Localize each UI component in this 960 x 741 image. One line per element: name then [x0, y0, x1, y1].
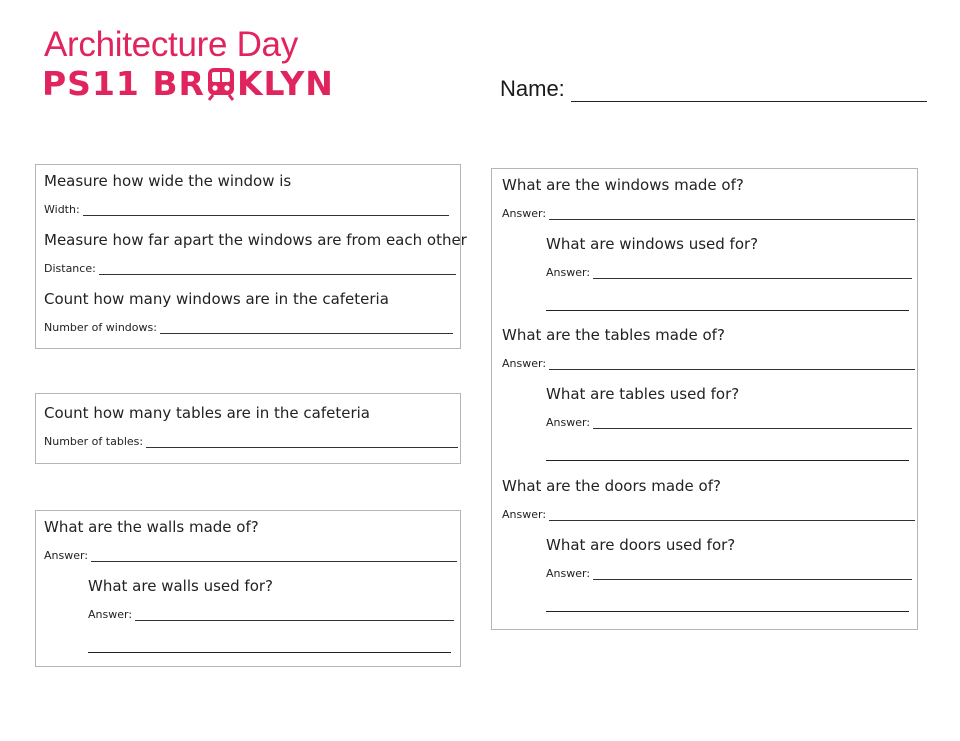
answer-line[interactable]	[91, 550, 457, 562]
table-count-box	[35, 393, 461, 464]
name-line[interactable]	[571, 77, 927, 102]
question-windows-material: What are the windows made of?	[502, 176, 744, 194]
question-window-count: Count how many windows are in the cafeteria	[44, 290, 389, 308]
answer-line[interactable]	[593, 568, 912, 580]
name-label: Name:	[500, 76, 565, 101]
answer-distance[interactable]	[44, 262, 456, 275]
school-name-prefix: PS11 BR	[42, 64, 205, 103]
extra-answer-line[interactable]	[546, 460, 909, 461]
school-logo	[42, 64, 334, 104]
answer-label: Answer:	[546, 416, 591, 429]
answer-line[interactable]	[593, 417, 912, 429]
extra-answer-line[interactable]	[546, 310, 909, 311]
question-tables-material: What are the tables made of?	[502, 326, 725, 344]
answer-window-count[interactable]	[44, 321, 453, 334]
answer-line[interactable]	[593, 267, 912, 279]
answer-label: Distance:	[44, 262, 96, 275]
school-name-suffix: KLYN	[236, 64, 334, 103]
subway-train-icon	[206, 67, 236, 101]
answer-tables-material[interactable]	[502, 357, 915, 370]
answer-line[interactable]	[146, 436, 458, 448]
answer-label: Answer:	[546, 567, 591, 580]
answer-line[interactable]	[99, 263, 456, 275]
answer-label: Answer:	[502, 207, 547, 220]
question-window-distance: Measure how far apart the windows are from each other	[44, 231, 467, 249]
answer-label: Answer:	[44, 549, 89, 562]
answer-windows-material[interactable]	[502, 207, 915, 220]
answer-windows-use[interactable]	[546, 266, 912, 279]
answer-walls-use[interactable]	[88, 608, 454, 621]
question-table-count: Count how many tables are in the cafeteria	[44, 404, 371, 422]
answer-line[interactable]	[549, 208, 915, 220]
answer-label: Answer:	[502, 508, 547, 521]
answer-line[interactable]	[549, 358, 915, 370]
question-walls-material: What are the walls made of?	[44, 518, 259, 536]
question-windows-use: What are windows used for?	[546, 235, 759, 253]
answer-label: Answer:	[88, 608, 133, 621]
answer-line[interactable]	[83, 204, 449, 216]
answer-line[interactable]	[135, 609, 454, 621]
answer-tables-use[interactable]	[546, 416, 912, 429]
answer-line[interactable]	[160, 322, 453, 334]
answer-label: Width:	[44, 203, 80, 216]
answer-label: Number of windows:	[44, 321, 157, 334]
answer-walls-material[interactable]	[44, 549, 457, 562]
answer-label: Answer:	[502, 357, 547, 370]
walls-box	[35, 510, 461, 667]
question-walls-use: What are walls used for?	[88, 577, 274, 595]
answer-width[interactable]	[44, 203, 449, 216]
worksheet-title: Architecture Day	[44, 25, 298, 64]
materials-uses-box	[491, 168, 918, 630]
name-field[interactable]	[500, 76, 927, 102]
question-window-width: Measure how wide the window is	[44, 172, 292, 190]
answer-label: Number of tables:	[44, 435, 144, 448]
answer-doors-use[interactable]	[546, 567, 912, 580]
question-doors-use: What are doors used for?	[546, 536, 736, 554]
question-doors-material: What are the doors made of?	[502, 477, 721, 495]
answer-label: Answer:	[546, 266, 591, 279]
answer-table-count[interactable]	[44, 435, 458, 448]
answer-line[interactable]	[549, 509, 915, 521]
window-measurement-box	[35, 164, 467, 349]
answer-doors-material[interactable]	[502, 508, 915, 521]
extra-answer-line[interactable]	[546, 611, 909, 612]
question-tables-use: What are tables used for?	[546, 385, 740, 403]
extra-answer-line[interactable]	[88, 652, 451, 653]
